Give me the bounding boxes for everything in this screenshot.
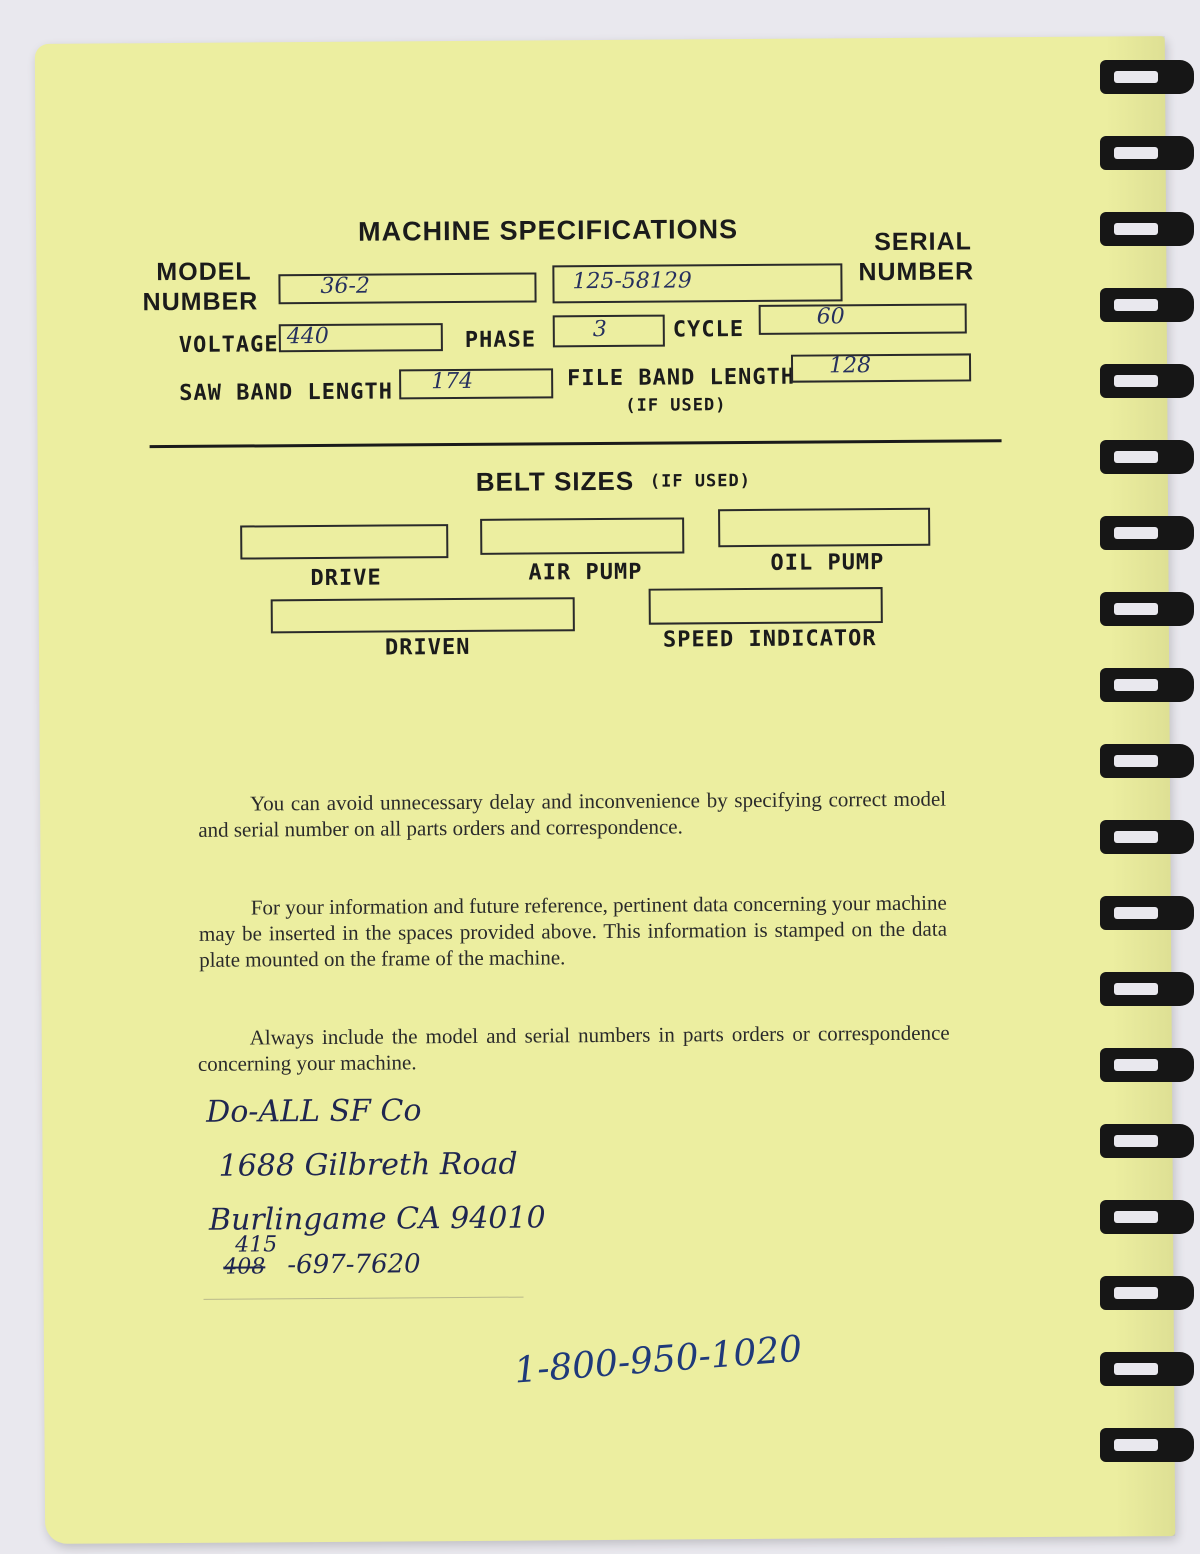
binding-ring (1100, 1124, 1194, 1158)
underline (204, 1297, 524, 1300)
serial-number-value: 125-58129 (572, 268, 692, 295)
handwritten-area-code-new: 415 (235, 1232, 278, 1258)
instruction-paragraph-1: You can avoid unnecessary delay and inconvenience by specifying correct model and serial number on all parts orders and correspondence. (198, 786, 947, 842)
model-number-field[interactable] (278, 272, 536, 304)
instruction-paragraph-3: Always include the model and serial numbers in parts orders or correspondence concerning your machine. (197, 1020, 950, 1076)
binding-ring (1100, 1352, 1194, 1386)
instruction-paragraph-2: For your information and future reference, pertinent data concerning your machine may be inserted in the spaces provided above. This information is stamped on the data plate mounted on the frame of the machine. (198, 890, 948, 972)
binding-ring (1100, 1200, 1194, 1234)
cycle-value: 60 (816, 304, 845, 330)
model-label-line2: NUMBER (142, 287, 259, 317)
voltage-value: 440 (286, 323, 329, 350)
binding-ring (1100, 516, 1194, 550)
driven-label: DRIVEN (384, 634, 471, 661)
model-number-value: 36-2 (320, 273, 371, 299)
binding-ring (1100, 972, 1194, 1006)
binding-ring (1100, 364, 1194, 398)
file-band-length-note: (IF USED) (625, 395, 727, 416)
phase-value: 3 (592, 316, 607, 343)
binding-ring (1100, 896, 1194, 930)
binding-ring (1100, 288, 1194, 322)
binding-ring (1100, 820, 1194, 854)
handwritten-city: Burlingame CA 94010 (208, 1200, 546, 1238)
speed-indicator-belt-field[interactable] (649, 587, 883, 625)
phase-label: PHASE (464, 327, 537, 353)
cycle-label: CYCLE (672, 317, 745, 343)
file-band-length-field[interactable] (791, 353, 971, 382)
binding-ring (1100, 136, 1194, 170)
saw-band-length-label: SAW BAND LENGTH (179, 379, 393, 406)
drive-belt-field[interactable] (240, 524, 448, 559)
air-pump-label: AIR PUMP (528, 559, 643, 586)
drive-label: DRIVE (310, 565, 382, 592)
voltage-field[interactable] (279, 323, 443, 352)
binding-ring (1100, 1048, 1194, 1082)
handwritten-area-code-old: 408 (223, 1254, 266, 1280)
spiral-binding (1090, 40, 1200, 1550)
cycle-field[interactable] (759, 303, 967, 334)
section-divider (150, 439, 1002, 448)
binding-ring (1100, 1276, 1194, 1310)
voltage-label: VOLTAGE (178, 332, 279, 358)
oil-pump-label: OIL PUMP (770, 550, 885, 576)
binding-ring (1100, 212, 1194, 246)
belt-sizes-title: BELT SIZES (475, 465, 635, 497)
form-title: MACHINE SPECIFICATIONS (357, 214, 739, 247)
file-band-length-value: 128 (828, 353, 872, 379)
serial-label-line1: SERIAL (874, 227, 972, 257)
handwritten-phone: -697-7620 (287, 1249, 421, 1281)
oil-pump-belt-field[interactable] (718, 508, 930, 547)
driven-belt-field[interactable] (271, 597, 575, 633)
belt-sizes-note: (IF USED) (649, 470, 752, 492)
binding-ring (1100, 592, 1194, 626)
model-label-line1: MODEL (156, 257, 252, 287)
handwritten-street: 1688 Gilbreth Road (218, 1146, 518, 1184)
file-band-length-label: FILE BAND LENGTH (567, 364, 796, 392)
manual-page (35, 36, 1175, 1544)
phase-field[interactable] (553, 315, 665, 348)
binding-ring (1100, 440, 1194, 474)
speed-indicator-label: SPEED INDICATOR (662, 626, 877, 653)
serial-label-line2: NUMBER (858, 257, 975, 287)
saw-band-length-value: 174 (431, 368, 474, 395)
binding-ring (1100, 668, 1194, 702)
handwritten-toll-free: 1-800-950-1020 (512, 1328, 804, 1392)
binding-ring (1100, 1428, 1194, 1462)
binding-ring (1100, 60, 1194, 94)
binding-ring (1100, 744, 1194, 778)
serial-number-field[interactable] (552, 263, 842, 303)
handwritten-company: Do-ALL SF Co (206, 1093, 422, 1130)
air-pump-belt-field[interactable] (480, 517, 684, 554)
saw-band-length-field[interactable] (399, 368, 553, 399)
